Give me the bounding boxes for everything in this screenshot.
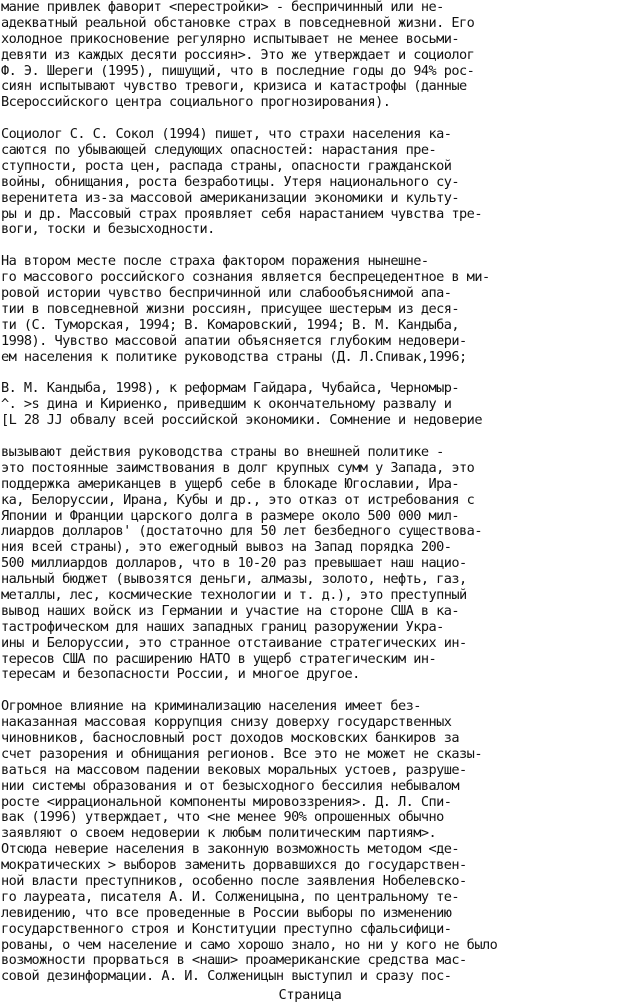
text-line: вак (1996) утверждает, что <не менее 90% опрошенных обычно xyxy=(1,809,444,826)
text-line: ры и др. Массовый страх проявляет себя нарастанием чувства тре- xyxy=(1,205,482,222)
text-line: девяти из каждых десяти россиян>. Это же утверждает и социолог xyxy=(1,46,475,63)
text-line: левидению, что все проведенные в России выборы по изменению xyxy=(1,904,452,921)
text-line: ка, Белоруссии, Ирана, Кубы и др., это отказ от истребования с xyxy=(1,491,475,508)
text-line: государственного строя и Конституции преступно сфальсифици- xyxy=(1,920,452,937)
text-line: ровой истории чувство беспричинной или слабообъяснимой апа- xyxy=(1,285,452,302)
text-line: сиян испытывают чувство тревоги, кризиса и катастрофы (данные xyxy=(1,78,467,95)
text-line: тастрофическом для наших западных границ разоружении Укра- xyxy=(1,618,444,635)
paragraph-gap xyxy=(0,238,620,254)
text-line: поддержка американцев в ущерб себе в блокаде Югославии, Ира- xyxy=(1,475,460,492)
paragraph-fear xyxy=(0,0,620,111)
text-line: ти (С. Туморская, 1994; В. Комаровский, 1994; В. М. Кандыба, xyxy=(1,316,460,333)
text-line: мократических > выборов заменить дорвавшихся до государствен- xyxy=(1,857,467,874)
paragraph-apathy xyxy=(0,254,620,365)
text-line: мание привлек фаворит <перестройки> - беспричинный или не- xyxy=(1,0,444,15)
text-line: 1998). Чувство массовой апатии объясняется глубоким недовери- xyxy=(1,332,467,349)
text-line: ния всей страны), это ежегодный вывоз на Запад порядка 200- xyxy=(1,539,452,556)
text-line: рованы, о чем население и само хорошо знало, но ни у кого не было xyxy=(1,936,498,953)
text-line: металлы, лес, космические технологии и т. д.), это преступный xyxy=(1,586,467,603)
text-line: росте <иррациональной компоненты мировоззрения>. Д. Л. Спи- xyxy=(1,793,452,810)
text-line: нальный бюджет (вывозятся деньги, алмазы, золото, нефть, газ, xyxy=(1,571,467,588)
text-line: лиардов долларов' (достаточно для 50 лет безбедного существова- xyxy=(1,523,482,540)
text-line: вызывают действия руководства страны во внешней политике - xyxy=(1,443,444,460)
paragraph-gap xyxy=(0,111,620,127)
paragraph-sokol xyxy=(0,127,620,238)
text-line: совой дезинформации. А. И. Солженицын выступил и сразу пос- xyxy=(1,968,452,985)
text-line: Социолог С. С. Сокол (1994) пишет, что страхи населения ка- xyxy=(1,126,452,143)
text-line: вывод наших войск из Германии и участие на стороне США в ка- xyxy=(1,602,460,619)
text-line: ^. >s дина и Кириенко, приведшим к окончательному развалу и xyxy=(1,396,452,413)
text-line: го лауреата, писателя А. И. Солженицына, по центральному те- xyxy=(1,888,460,905)
text-line: воги, тоски и безысходности. xyxy=(1,221,215,238)
text-line: Огромное влияние на криминализацию населения имеет без- xyxy=(1,698,421,715)
paragraph-reforms xyxy=(0,381,620,429)
paragraph-criminalization xyxy=(0,699,620,985)
text-line: наказанная массовая коррупция снизу доверху государственных xyxy=(1,714,452,731)
paragraph-foreign-policy xyxy=(0,445,620,683)
text-line: 500 миллиардов долларов, что в 10-20 раз превышает наш нацио- xyxy=(1,555,467,572)
text-line: В. М. Кандыба, 1998), к реформам Гайдара, Чубайса, Черномыр- xyxy=(1,380,460,397)
paragraph-gap xyxy=(0,365,620,381)
text-line: холодное прикосновение регулярно испытывает не менее восьми- xyxy=(1,30,460,47)
text-line: веренитета из-за массовой американизации экономики и культу- xyxy=(1,189,460,206)
text-line: это постоянные заимствования в долг крупных сумм у Запада, это xyxy=(1,459,475,476)
text-line: ваться на массовом падении вековых моральных устоев, разруше- xyxy=(1,761,467,778)
paragraph-gap xyxy=(0,429,620,445)
text-line: ной власти преступников, особенно после заявления Нобелевско- xyxy=(1,872,467,889)
text-line: ем населения к политике руководства страны (Д. Л.Спивак,1996; xyxy=(1,348,467,365)
text-line: ины и Белоруссии, это странное отстаивание стратегических ин- xyxy=(1,634,467,651)
text-line: саются по убывающей следующих опасностей: нарастания пре- xyxy=(1,142,437,159)
text-line: Ф. Э. Шереги (1995), пишущий, что в последние годы до 94% рос- xyxy=(1,62,475,79)
text-line: На втором месте после страха фактором поражения нынешне- xyxy=(1,253,429,270)
text-line: возможности прорваться в <наши> проамериканские средства мас- xyxy=(1,952,467,969)
text-line: Японии и Франции царского долга в размере около 500 000 мил- xyxy=(1,507,460,524)
text-line: заявляют о своем недоверии к любым политическим партиям>. xyxy=(1,825,437,842)
text-line: чиновников, баснословный рост доходов московских банкиров за xyxy=(1,729,460,746)
text-line: ступности, роста цен, распада страны, опасности гражданской xyxy=(1,157,452,174)
text-line: счет разорения и обнищания регионов. Все это не может не сказы- xyxy=(1,745,482,762)
page-footer-label: Страница xyxy=(278,987,342,1003)
text-line: Отсюда неверие населения в законную возможность методом <де- xyxy=(1,841,460,858)
text-line: адекватный реальной обстановке страх в повседневной жизни. Его xyxy=(1,14,475,31)
text-line: тересам и безопасности России, и многое другое. xyxy=(1,666,360,683)
text-line: тии в повседневной жизни россиян, присущее шестерым из деся- xyxy=(1,300,460,317)
text-line: го массового российского сознания является беспрецедентное в ми- xyxy=(1,269,490,286)
text-line: войны, обнищания, роста безработицы. Утеря национального су- xyxy=(1,173,460,190)
text-line: нии системы образования и от безысходного бессилия небывалом xyxy=(1,777,460,794)
text-line: Всероссийского центра социального прогнозирования). xyxy=(1,94,391,111)
paragraph-gap xyxy=(0,683,620,699)
text-line: тересов США по расширению НАТО в ущерб стратегическим ин- xyxy=(1,650,437,667)
text-line: [L 28 JJ обвалу всей российской экономики. Сомнение и недоверие xyxy=(1,412,482,429)
